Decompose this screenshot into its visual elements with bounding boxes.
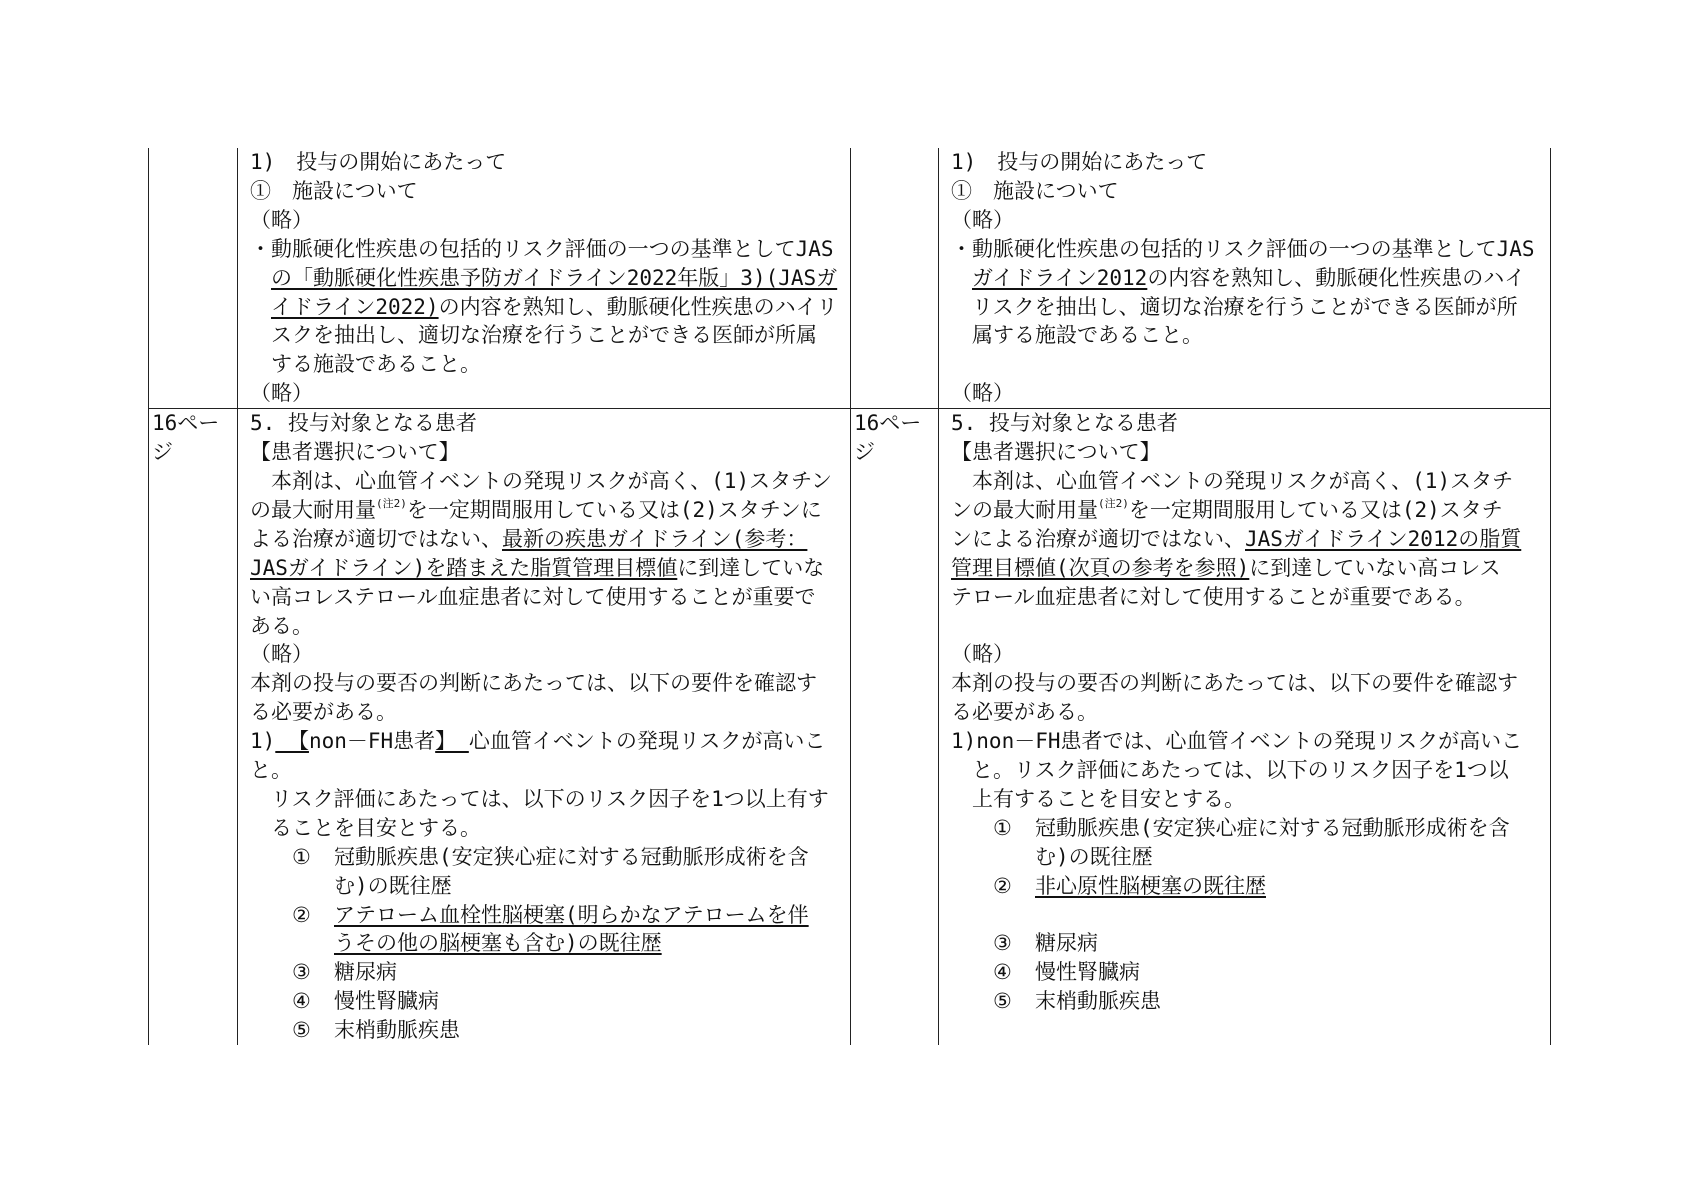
- text-segment: る必要がある。: [250, 700, 397, 725]
- current-text-cell: [938, 408, 1551, 1045]
- text-segment: テロール血症患者に対して使用することが重要である。: [951, 584, 1476, 609]
- underlined-change: JASガイドライン)を踏まえた脂質管理目標値: [250, 555, 678, 580]
- text-line: [951, 756, 1544, 785]
- text-segment: る必要がある。: [951, 700, 1098, 725]
- list-number: ②: [292, 902, 311, 927]
- text-segment: ① 施設について: [250, 178, 418, 203]
- text-segment: 属する施設であること。: [972, 323, 1203, 348]
- text-line: [250, 148, 844, 177]
- text-segment: の内容を熟知し、動脈硬化性疾患のハイリ: [438, 294, 838, 319]
- page-reference-cell: [148, 408, 237, 1045]
- text-line: [250, 496, 844, 525]
- text-line: [951, 872, 1544, 901]
- text-segment: 心血管イベントの発現リスクが高いこと。: [250, 729, 826, 783]
- text-line: [250, 438, 844, 467]
- text-line: [250, 525, 844, 554]
- text-segment: 本剤の投与の要否の判断にあたっては、以下の要件を確認す: [250, 671, 817, 696]
- text-segment: ることを目安とする。: [271, 815, 481, 840]
- text-line: [951, 350, 1544, 379]
- page-reference: ジ: [854, 440, 875, 465]
- text-segment: 本剤は、心血管イベントの発現リスクが高く、(1)スタチ: [951, 468, 1514, 493]
- text-segment: ① 施設について: [951, 178, 1119, 203]
- text-line: [250, 669, 844, 698]
- text-line: [951, 669, 1544, 698]
- page-reference: 16ペー: [152, 411, 220, 436]
- underlined-change: 非心原性脳梗塞の既往歴: [1035, 873, 1266, 898]
- text-segment: む)の既往歴: [1035, 844, 1153, 869]
- text-line: [250, 727, 844, 785]
- text-line: [951, 640, 1544, 669]
- footnote-ref: (注2): [376, 496, 407, 510]
- text-line: [250, 409, 844, 438]
- page-reference-cell: [850, 408, 938, 1045]
- text-line: [951, 148, 1544, 177]
- text-segment: （略）: [250, 381, 313, 406]
- text-segment: と。リスク評価にあたっては、以下のリスク因子を1つ以: [972, 758, 1509, 783]
- comparison-table: [148, 148, 1551, 1045]
- text-segment: （略）: [250, 642, 313, 667]
- text-line: [951, 901, 1544, 930]
- text-line: [250, 929, 844, 958]
- text-line: [951, 206, 1544, 235]
- text-segment: 冠動脈疾患(安定狭心症に対する冠動脈形成術を含: [334, 844, 809, 869]
- page-reference-cell: [148, 148, 237, 408]
- underlined-change: うその他の脳梗塞も含む)の既往歴: [334, 931, 662, 956]
- text-line: [951, 612, 1544, 641]
- text-line: [951, 814, 1544, 843]
- text-segment: を一定期間服用している又は(2)スタチ: [1128, 497, 1503, 522]
- text-line: [250, 1016, 844, 1045]
- text-line: [250, 264, 844, 293]
- underlined-change: 【: [275, 729, 309, 754]
- text-segment: に到達していない高コレス: [1249, 555, 1501, 580]
- underlined-change: の「動脈硬化性疾患予防ガイドライン2022年版」3)(JASガ: [271, 265, 838, 290]
- underlined-change: 】: [435, 729, 469, 754]
- text-line: [250, 206, 844, 235]
- underlined-change: JASガイドライン2012の脂質: [1245, 526, 1522, 551]
- list-number: ③: [993, 931, 1012, 956]
- underlined-change: 管理目標値(次頁の参考を参照): [951, 555, 1250, 580]
- underlined-change: イドライン2022): [271, 294, 439, 319]
- text-segment: に到達していな: [677, 555, 825, 580]
- text-segment: 末梢動脈疾患: [1035, 989, 1161, 1014]
- text-segment: 5. 投与対象となる患者: [951, 411, 1178, 436]
- text-line: [250, 843, 844, 872]
- text-segment: 末梢動脈疾患: [334, 1018, 460, 1043]
- text-segment: 冠動脈疾患(安定狭心症に対する冠動脈形成術を含: [1035, 815, 1510, 840]
- text-segment: 【患者選択について】: [250, 440, 460, 465]
- text-line: [951, 727, 1544, 756]
- text-segment: （略）: [951, 381, 1014, 406]
- page-reference: ジ: [152, 440, 173, 465]
- text-line: [951, 379, 1544, 408]
- text-line: [250, 554, 844, 583]
- text-segment: 本剤の投与の要否の判断にあたっては、以下の要件を確認す: [951, 671, 1518, 696]
- footnote-ref: (注2): [1098, 496, 1129, 510]
- text-segment: する施設であること。: [271, 352, 481, 377]
- text-line: [951, 438, 1544, 467]
- underlined-change: ガイドライン2012: [972, 265, 1148, 290]
- text-line: [951, 583, 1544, 612]
- underlined-change: 最新の疾患ガイドライン(参考：: [502, 526, 808, 551]
- text-segment: ンの最大耐用量: [951, 497, 1098, 522]
- text-segment: リスク評価にあたっては、以下のリスク因子を1つ以上有す: [271, 786, 829, 811]
- text-line: [951, 698, 1544, 727]
- text-line: [951, 467, 1544, 496]
- text-segment: （略）: [951, 642, 1014, 667]
- text-line: [951, 958, 1544, 987]
- text-segment: ・動脈硬化性疾患の包括的リスク評価の一つの基準としてJAS: [250, 236, 834, 261]
- text-line: [250, 350, 844, 379]
- text-segment: い高コレステロール血症患者に対して使用することが重要で: [250, 584, 816, 609]
- text-line: [250, 379, 844, 408]
- text-line: [250, 698, 844, 727]
- text-line: [250, 583, 844, 612]
- text-segment: 糖尿病: [334, 960, 397, 985]
- text-segment: 慢性腎臓病: [1035, 960, 1140, 985]
- page-reference: 16ペー: [854, 411, 922, 436]
- text-segment: non－FH患者: [308, 729, 436, 754]
- text-line: [250, 872, 844, 901]
- text-segment: の最大耐用量: [250, 497, 376, 522]
- text-line: [250, 235, 844, 264]
- list-number: ④: [993, 960, 1012, 985]
- text-segment: 1): [250, 729, 276, 754]
- text-segment: 1)non－FH患者では、心血管イベントの発現リスクが高いこ: [951, 729, 1523, 754]
- list-number: ③: [292, 960, 311, 985]
- text-segment: 糖尿病: [1035, 931, 1098, 956]
- text-segment: （略）: [951, 207, 1014, 232]
- text-line: [951, 293, 1544, 322]
- list-number: ④: [292, 989, 311, 1014]
- underlined-change: アテローム血栓性脳梗塞(明らかなアテロームを伴: [334, 902, 809, 927]
- list-number: ②: [993, 873, 1012, 898]
- text-line: [250, 785, 844, 814]
- text-segment: ンによる治療が適切ではない、: [951, 526, 1245, 551]
- text-line: [250, 321, 844, 350]
- text-segment: リスクを抽出し、適切な治療を行うことができる医師が所: [972, 294, 1518, 319]
- text-line: [250, 612, 844, 641]
- text-segment: 上有することを目安とする。: [972, 786, 1245, 811]
- text-line: [951, 235, 1544, 264]
- text-line: [951, 554, 1544, 583]
- text-line: [250, 467, 844, 496]
- list-number: ⑤: [993, 989, 1012, 1014]
- text-line: [250, 814, 844, 843]
- text-line: [951, 525, 1544, 554]
- text-line: [250, 293, 844, 322]
- text-line: [250, 987, 844, 1016]
- text-line: [250, 958, 844, 987]
- text-segment: の内容を熟知し、動脈硬化性疾患のハイ: [1147, 265, 1526, 290]
- text-segment: む)の既往歴: [334, 873, 452, 898]
- text-line: [250, 901, 844, 930]
- current-text-cell: [938, 148, 1551, 408]
- text-segment: 本剤は、心血管イベントの発現リスクが高く、(1)スタチン: [250, 468, 833, 493]
- list-number: ①: [292, 844, 311, 869]
- text-segment: ある。: [250, 613, 313, 638]
- revised-text-cell: [237, 148, 850, 408]
- text-line: [951, 987, 1544, 1016]
- text-segment: を一定期間服用している又は(2)スタチンに: [406, 497, 822, 522]
- text-segment: ・動脈硬化性疾患の包括的リスク評価の一つの基準としてJAS: [951, 236, 1535, 261]
- text-segment: 1) 投与の開始にあたって: [250, 150, 507, 174]
- text-line: [951, 264, 1544, 293]
- text-line: [951, 177, 1544, 206]
- text-line: [951, 929, 1544, 958]
- text-line: [951, 496, 1544, 525]
- text-segment: 5. 投与対象となる患者: [250, 411, 477, 436]
- text-segment: 慢性腎臓病: [334, 989, 439, 1014]
- text-segment: スクを抽出し、適切な治療を行うことができる医師が所属: [271, 323, 817, 348]
- text-segment: （略）: [250, 207, 313, 232]
- revised-text-cell: [237, 408, 850, 1045]
- text-line: [951, 409, 1544, 438]
- text-line: [250, 640, 844, 669]
- text-line: [951, 321, 1544, 350]
- text-line: [951, 785, 1544, 814]
- text-line: [250, 177, 844, 206]
- text-segment: 【患者選択について】: [951, 440, 1161, 465]
- list-number: ①: [993, 815, 1012, 840]
- text-segment: 1) 投与の開始にあたって: [951, 150, 1208, 174]
- text-line: [951, 843, 1544, 872]
- list-number: ⑤: [292, 1018, 311, 1043]
- page-reference-cell: [850, 148, 938, 408]
- text-segment: よる治療が適切ではない、: [250, 526, 502, 551]
